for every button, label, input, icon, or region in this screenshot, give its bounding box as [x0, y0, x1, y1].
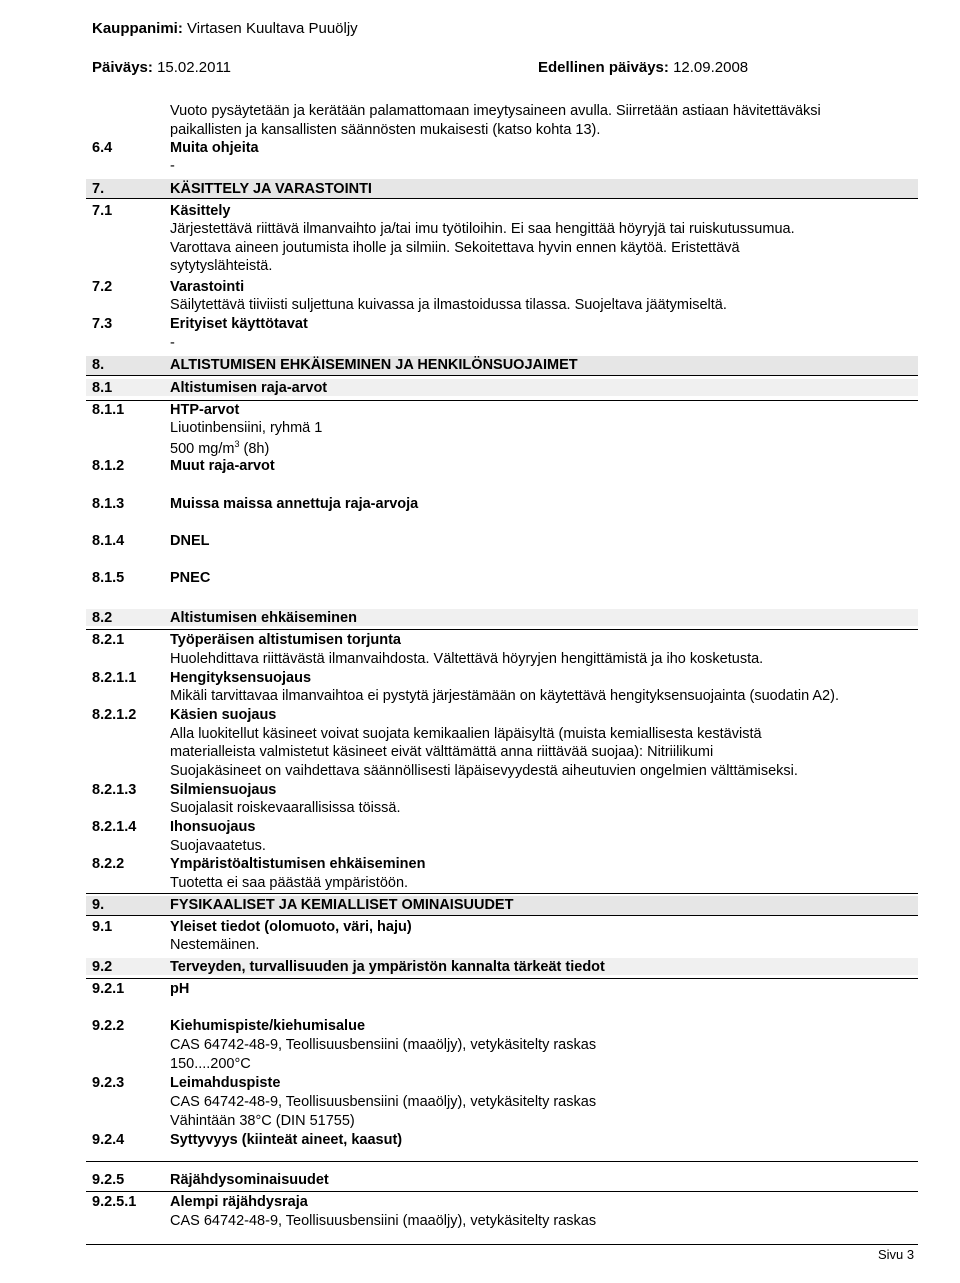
section-number: 8.2.1.4 [92, 819, 137, 835]
section-number: 8.1.5 [92, 570, 125, 586]
subsection-title: Hengityksensuojaus [170, 670, 312, 686]
text-line: 150....200°C [170, 1056, 251, 1072]
section-number: 8.2.1.1 [92, 670, 137, 686]
section-number: 8. [92, 357, 105, 373]
subsection-title: Alempi räjähdysraja [170, 1194, 308, 1210]
subsection-title: Työperäisen altistumisen torjunta [170, 632, 401, 648]
page-number: Sivu 3 [878, 1247, 915, 1262]
text-line: Nestemäinen. [170, 937, 260, 953]
section-number: 7.1 [92, 203, 113, 219]
section-number: 8.1.2 [92, 458, 125, 474]
subsection-title: Muut raja-arvot [170, 458, 275, 474]
section-number: 8.2.1.3 [92, 782, 137, 798]
text-line: Säilytettävä tiiviisti suljettuna kuivassa ja ilmastoidussa tilassa. Suojeltava jäätymiseltä. [170, 297, 727, 313]
text-line: Vuoto pysäytetään ja kerätään palamattomaan imeytysaineen avulla. Siirretään astiaan hävitettäväksi [170, 103, 821, 119]
section-number: 8.1.3 [92, 496, 125, 512]
subsection-title: Terveyden, turvallisuuden ja ympäristön kannalta tärkeät tiedot [170, 959, 605, 975]
section-title: ALTISTUMISEN EHKÄISEMINEN JA HENKILÖNSUOJAIMET [170, 357, 578, 373]
text-line: CAS 64742-48-9, Teollisuusbensiini (maaöljy), vetykäsitelty raskas [170, 1037, 597, 1053]
text-line: materialleista valmistetut käsineet eivät välttämättä anna riittävää suojaa): Nitriilikumi [170, 744, 714, 760]
section-number: 8.2 [92, 610, 113, 626]
header-date [92, 59, 231, 76]
text-line: Mikäli tarvittavaa ilmanvaihtoa ei pystytä järjestämään on käytettävä hengityksensuojainta (suodatin A2). [170, 688, 839, 704]
subsection-title: Käsien suojaus [170, 707, 277, 723]
section-number: 7. [92, 181, 105, 197]
text-line: CAS 64742-48-9, Teollisuusbensiini (maaöljy), vetykäsitelty raskas [170, 1094, 597, 1110]
subsection-title: Erityiset käyttötavat [170, 316, 308, 332]
subsection-title: Muissa maissa annettuja raja-arvoja [170, 496, 419, 512]
section-number: 8.1.4 [92, 533, 125, 549]
subsection-title: PNEC [170, 570, 211, 586]
text-line: Liuotinbensiini, ryhmä 1 [170, 420, 323, 436]
section-number: 9.2.5 [92, 1172, 125, 1188]
subsection-title: DNEL [170, 533, 210, 549]
section-number: 8.1 [92, 380, 113, 396]
section-number: 8.2.1.2 [92, 707, 137, 723]
section-number: 9.1 [92, 919, 113, 935]
text-line: sytytyslähteistä. [170, 258, 273, 274]
section-number: 6.4 [92, 140, 113, 156]
section-number: 9. [92, 897, 105, 913]
header-prev-date [538, 59, 748, 76]
text-line: Tuotetta ei saa päästää ympäristöön. [170, 875, 409, 891]
htp-value [170, 439, 269, 457]
text-line: Huolehdittava riittävästä ilmanvaihdosta. Vältettävä höyryjen hengittämistä ja iho kosketusta. [170, 651, 764, 667]
text-line: Suojakäsineet on vaihdettava säännöllisesti läpäisevyydestä aiheutuvien ongelmien välttämiseksi. [170, 763, 798, 779]
company-label: Kauppanimi: [92, 20, 183, 37]
rule-9-2-5 [86, 1191, 918, 1192]
subsection-title: Altistumisen raja-arvot [170, 380, 328, 396]
header-company [92, 20, 358, 37]
section-number: 9.2.5.1 [92, 1194, 137, 1210]
text-line: Alla luokitellut käsineet voivat suojata kemikaalien läpäisyltä (muista kemiallisesta kestävistä [170, 726, 762, 742]
rule-9-2 [86, 978, 918, 979]
subsection-title: Syttyvyys (kiinteät aineet, kaasut) [170, 1132, 403, 1148]
subsection-title: Ympäristöaltistumisen ehkäiseminen [170, 856, 426, 872]
subsection-title: Silmiensuojaus [170, 782, 277, 798]
prev-date-value: 12.09.2008 [673, 59, 749, 76]
footer-rule [86, 1244, 918, 1245]
company-value: Virtasen Kuultava Puuöljy [187, 20, 358, 37]
rule-8-1 [86, 400, 918, 401]
subsection-title: Kiehumispiste/kiehumisalue [170, 1018, 366, 1034]
subsection-title: Muita ohjeita [170, 140, 259, 156]
rule-9-2-4 [86, 1161, 918, 1162]
subsection-title: Käsittely [170, 203, 231, 219]
rule-8-end [86, 893, 918, 894]
section-title: KÄSITTELY JA VARASTOINTI [170, 181, 372, 197]
text-line: Suojavaatetus. [170, 838, 266, 854]
section-number: 8.2.2 [92, 856, 125, 872]
section-number: 9.2.4 [92, 1132, 125, 1148]
htp-value-suffix: (8h) [239, 440, 270, 457]
text-line: paikallisten ja kansallisten säännösten mukaisesti (katso kohta 13). [170, 122, 601, 138]
text-line: - [170, 158, 175, 174]
htp-value-sup: 3 [234, 439, 240, 449]
subsection-title: Varastointi [170, 279, 245, 295]
text-line: CAS 64742-48-9, Teollisuusbensiini (maaöljy), vetykäsitelty raskas [170, 1213, 597, 1229]
text-line: Suojalasit roiskevaarallisissa töissä. [170, 800, 401, 816]
subsection-title: Räjähdysominaisuudet [170, 1172, 329, 1188]
text-line: - [170, 335, 175, 351]
date-value: 15.02.2011 [157, 59, 232, 76]
subsection-title: HTP-arvot [170, 402, 240, 418]
section-number: 9.2.2 [92, 1018, 125, 1034]
prev-date-label: Edellinen päiväys: [538, 59, 669, 76]
subsection-title: Altistumisen ehkäiseminen [170, 610, 357, 626]
section-number: 8.1.1 [92, 402, 125, 418]
section-title: FYSIKAALISET JA KEMIALLISET OMINAISUUDET [170, 897, 514, 913]
section-number: 7.2 [92, 279, 113, 295]
date-label: Päiväys: [92, 59, 153, 76]
section-number: 8.2.1 [92, 632, 125, 648]
text-line: Järjestettävä riittävä ilmanvaihto ja/tai imu työtiloihin. Ei saa hengittää höyryjä tai ruiskutussumua. [170, 221, 795, 237]
subsection-title: Ihonsuojaus [170, 819, 256, 835]
subsection-title: Yleiset tiedot (olomuoto, väri, haju) [170, 919, 412, 935]
section-number: 9.2.3 [92, 1075, 125, 1091]
section-number: 9.2.1 [92, 981, 125, 997]
rule-8-2 [86, 629, 918, 630]
section-number: 9.2 [92, 959, 113, 975]
htp-value-text: 500 mg/m [170, 440, 235, 457]
subsection-title: pH [170, 981, 190, 997]
section-number: 7.3 [92, 316, 113, 332]
text-line: Varottava aineen joutumista iholle ja silmiin. Sekoitettava hyvin ennen käytöä. Eristettävä [170, 240, 740, 256]
text-line: Vähintään 38°C (DIN 51755) [170, 1113, 355, 1129]
subsection-title: Leimahduspiste [170, 1075, 281, 1091]
